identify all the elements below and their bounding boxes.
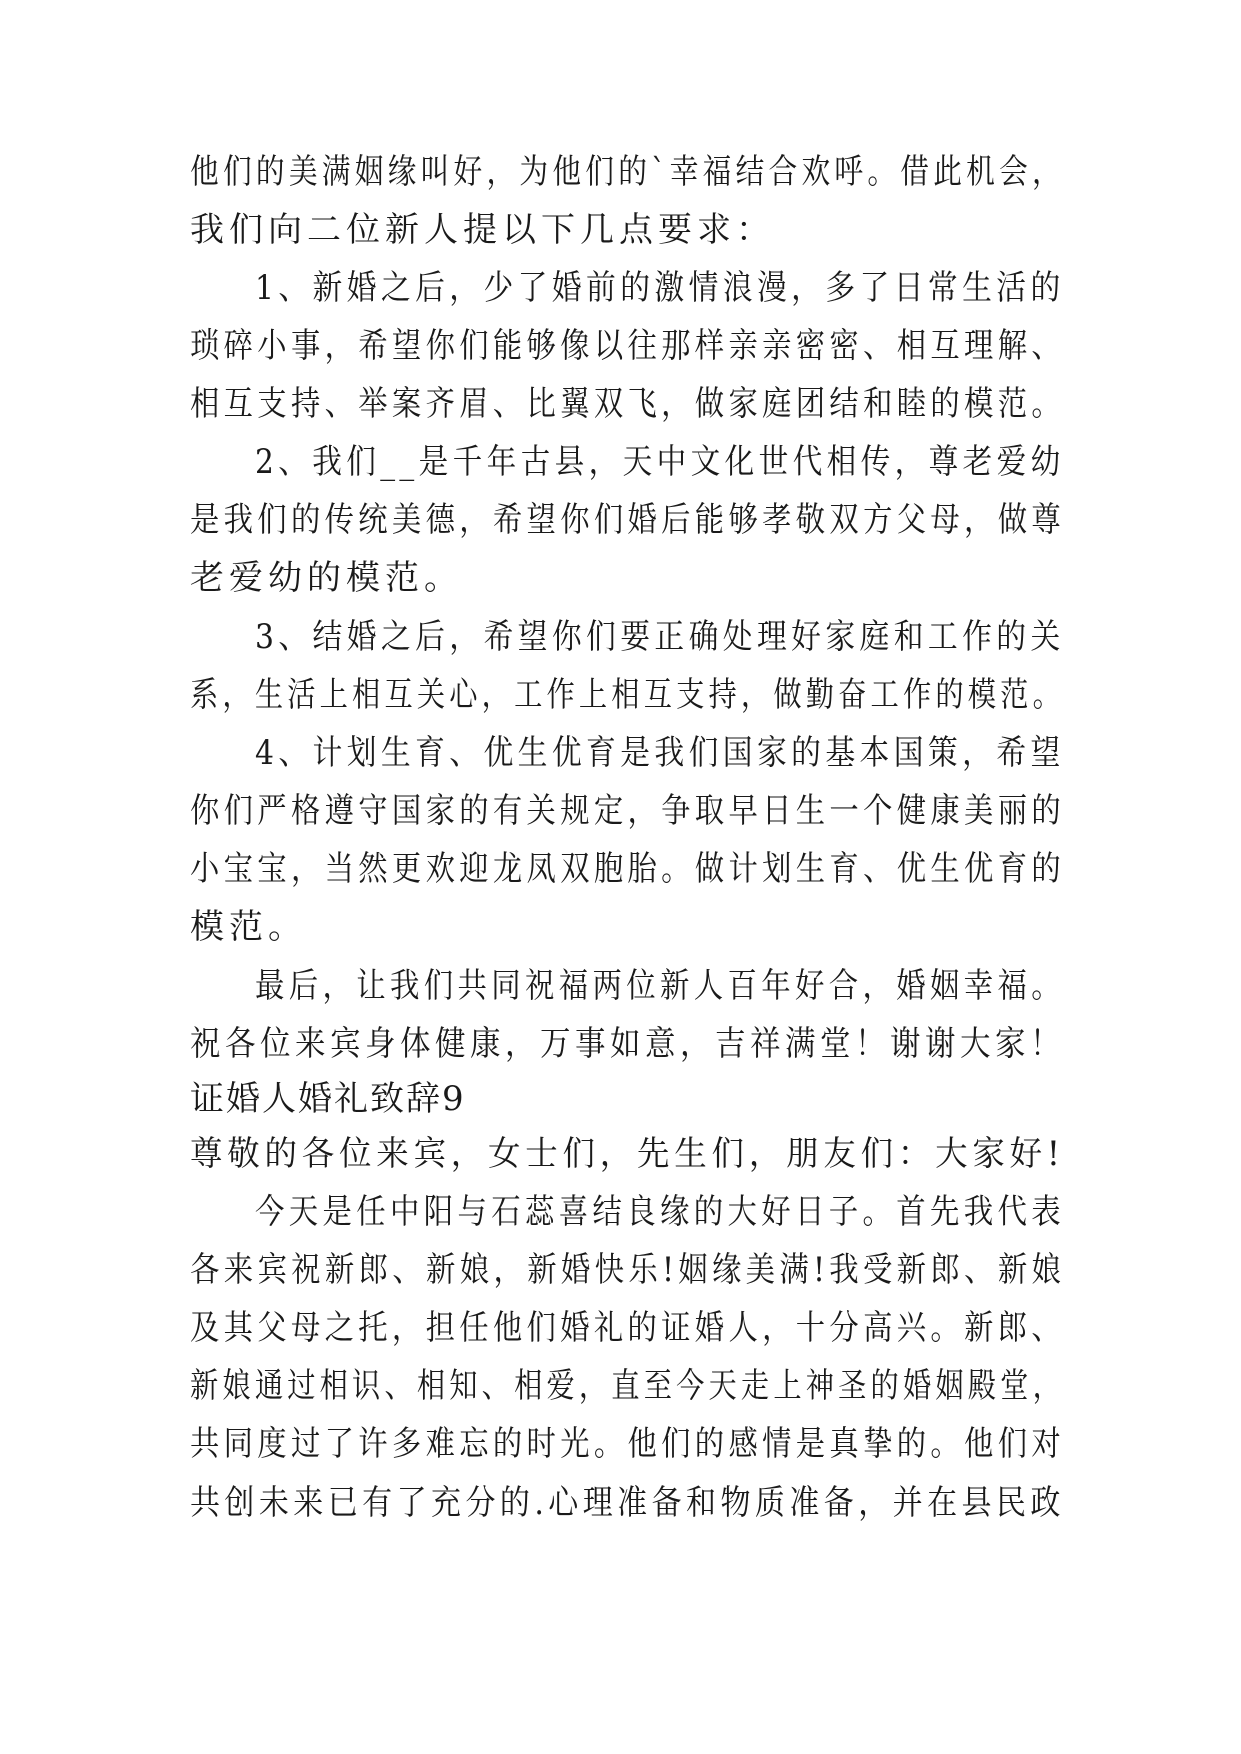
paragraph-line: 今天是任中阳与石蕊喜结良缘的大好日子。首先我代表 (255, 1192, 1065, 1232)
paragraph-line: 新娘通过相识、相知、相爱，直至今天走上神圣的婚姻殿堂， (190, 1366, 1065, 1406)
list-item-3-line: 3、结婚之后，希望你们要正确处理好家庭和工作的关 (255, 617, 1065, 657)
list-item-1-line: 1、新婚之后，少了婚前的激情浪漫，多了日常生活的 (255, 268, 1065, 308)
list-item-4-line: 模范。 (190, 907, 307, 947)
list-item-2-line: 老爱幼的模范。 (190, 558, 463, 598)
paragraph-line: 共同度过了许多难忘的时光。他们的感情是真挚的。他们对 (190, 1424, 1065, 1464)
list-item-1-line: 琐碎小事，希望你们能够像以往那样亲亲密密、相互理解、 (190, 326, 1065, 366)
list-item-1-line: 相互支持、举案齐眉、比翼双飞，做家庭团结和睦的模范。 (190, 384, 1065, 424)
paragraph-line: 共创未来已有了充分的.心理准备和物质准备，并在县民政 (190, 1483, 1065, 1523)
closing-line: 祝各位来宾身体健康，万事如意，吉祥满堂！谢谢大家！ (190, 1024, 1065, 1064)
greeting-line: 尊敬的各位来宾，女士们，先生们，朋友们：大家好! (190, 1134, 1065, 1174)
list-item-4-line: 小宝宝，当然更欢迎龙凤双胞胎。做计划生育、优生优育的 (190, 849, 1065, 889)
list-item-2-line: 2、我们__是千年古县，天中文化世代相传，尊老爱幼 (255, 442, 1065, 482)
closing-line: 最后，让我们共同祝福两位新人百年好合，婚姻幸福。 (255, 966, 1065, 1006)
section-heading: 证婚人婚礼致辞9 (190, 1079, 466, 1119)
list-item-4-line: 4、计划生育、优生优育是我们国家的基本国策，希望 (255, 733, 1065, 773)
list-item-3-line: 系，生活上相互关心，工作上相互支持，做勤奋工作的模范。 (190, 675, 1065, 715)
list-item-4-line: 你们严格遵守国家的有关规定，争取早日生一个健康美丽的 (190, 791, 1065, 831)
paragraph-line: 他们的美满姻缘叫好，为他们的`幸福结合欢呼。借此机会， (190, 152, 1065, 192)
paragraph-line: 各来宾祝新郎、新娘，新婚快乐!姻缘美满!我受新郎、新娘 (190, 1250, 1066, 1290)
paragraph-line: 我们向二位新人提以下几点要求： (190, 210, 775, 250)
paragraph-line: 及其父母之托，担任他们婚礼的证婚人，十分高兴。新郎、 (190, 1308, 1065, 1348)
list-item-2-line: 是我们的传统美德，希望你们婚后能够孝敬双方父母，做尊 (190, 500, 1065, 540)
